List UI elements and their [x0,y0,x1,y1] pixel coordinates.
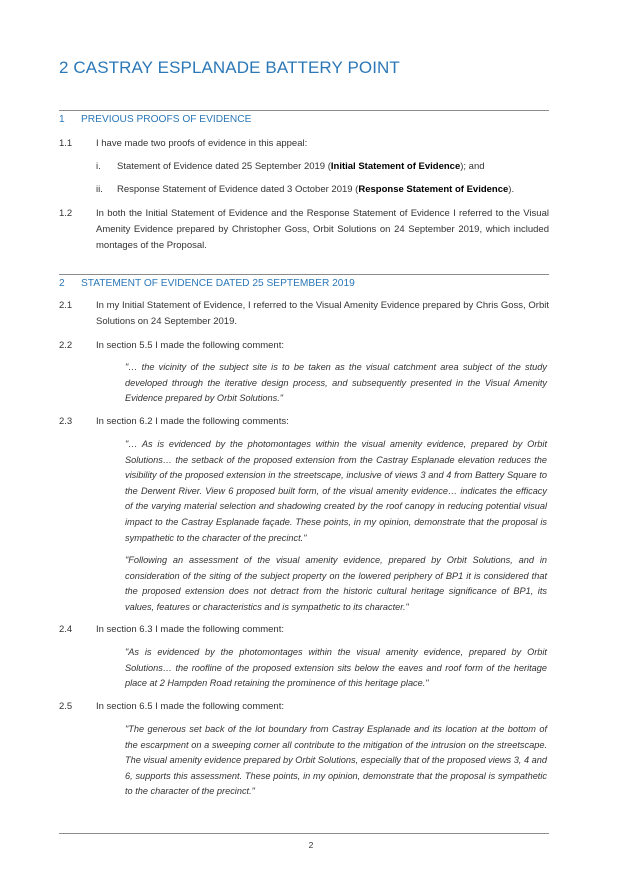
defined-term: Initial Statement of Evidence [330,161,461,172]
block-quote: "The generous set back of the lot boundary from Castray Esplanade and its location at the bottom of the escarpment on a sweeping corner all contribute to the mitigation of the intrusion on the streetscape. The visual amenity evidence prepared by Orbit Solutions, especially that of the proposed views 3, 4 and 6, supports this assessment. These points, in my opinion, demonstrate that the proposal is sympathetic to the character of the precinct." [125,724,547,797]
document-title: 2 CASTRAY ESPLANADE BATTERY POINT [59,58,400,77]
block-quote: "… the vicinity of the subject site is to be taken as the visual catchment area subject of the study developed through the iterative design process, and subsequently presented in the Visual Amenity Evidence prepared by Orbit Solutions." [125,362,547,404]
paragraph-text: In both the Initial Statement of Evidence and the Response Statement of Evidence I referred to the Visual Amenity Evidence prepared by Christopher Goss, Orbit Solutions on 24 September 2019, which included montages of the Proposal. [96,208,549,251]
paragraph-text: In section 5.5 I made the following comment: [96,340,284,351]
section-number: 1 [59,114,65,125]
list-item-number: i. [96,161,101,172]
paragraph-number: 1.2 [59,208,73,219]
paragraph-text: In my Initial Statement of Evidence, I referred to the Visual Amenity Evidence prepared by Chris Goss, Orbit Solutions on 24 September 2019. [96,300,549,327]
paragraph-number: 1.1 [59,138,73,149]
paragraph-number: 2.5 [59,701,73,712]
list-item-text: Response Statement of Evidence dated 3 October 2019 (Response Statement of Evidence). [117,184,515,195]
paragraph-text: In section 6.5 I made the following comment: [96,701,284,712]
page-number: 2 [308,840,314,850]
paragraph-number: 2.2 [59,340,73,351]
block-quote: "As is evidenced by the photomontages within the visual amenity evidence, prepared by Orbit Solutions… the roofline of the proposed extension sits below the eaves and roof form of the heritage place at 2 Hampden Road retaining the prominence of this heritage place." [125,647,547,689]
paragraph-number: 2.4 [59,624,73,635]
defined-term: Response Statement of Evidence [358,184,509,195]
section-title: STATEMENT OF EVIDENCE DATED 25 SEPTEMBER 2019 [81,278,355,289]
footer-divider [59,833,549,834]
paragraph-number: 2.1 [59,300,73,311]
paragraph-text: I have made two proofs of evidence in this appeal: [96,138,308,149]
paragraph-number: 2.3 [59,416,73,427]
list-item-number: ii. [96,184,103,195]
section-title: PREVIOUS PROOFS OF EVIDENCE [81,114,252,125]
list-item-text: Statement of Evidence dated 25 September 2019 (Initial Statement of Evidence); and [117,161,485,172]
section-number: 2 [59,278,65,289]
paragraph-text: In section 6.2 I made the following comments: [96,416,289,427]
paragraph-text: In section 6.3 I made the following comment: [96,624,284,635]
section-divider [59,110,549,111]
section-divider [59,274,549,275]
block-quote: "… As is evidenced by the photomontages within the visual amenity evidence, prepared by Orbit Solutions… the setback of the proposed extension from the Castray Esplanade elevation reduces the visibility of the proposed extension in the streetscape, inclusive of views 3 and 4 from Battery Square to the Derwent River. View 6 proposed built form, of the visual amenity evidence… indicates the efficacy of the varying material selection and shadowing created by the roof canopy in reducing potential visual impact to the Castray Esplanade façade. These points, in my opinion, demonstrate that the proposal is sympathetic to the character of the precinct." [125,439,547,543]
block-quote: "Following an assessment of the visual amenity evidence, prepared by Orbit Solutions, and in consideration of the siting of the subject property on the lowered periphery of BP1 it is considered that the proposed extension does not detract from the historic cultural heritage significance of BP1, its values, features or characteristics and is sympathetic to its character." [125,555,547,612]
